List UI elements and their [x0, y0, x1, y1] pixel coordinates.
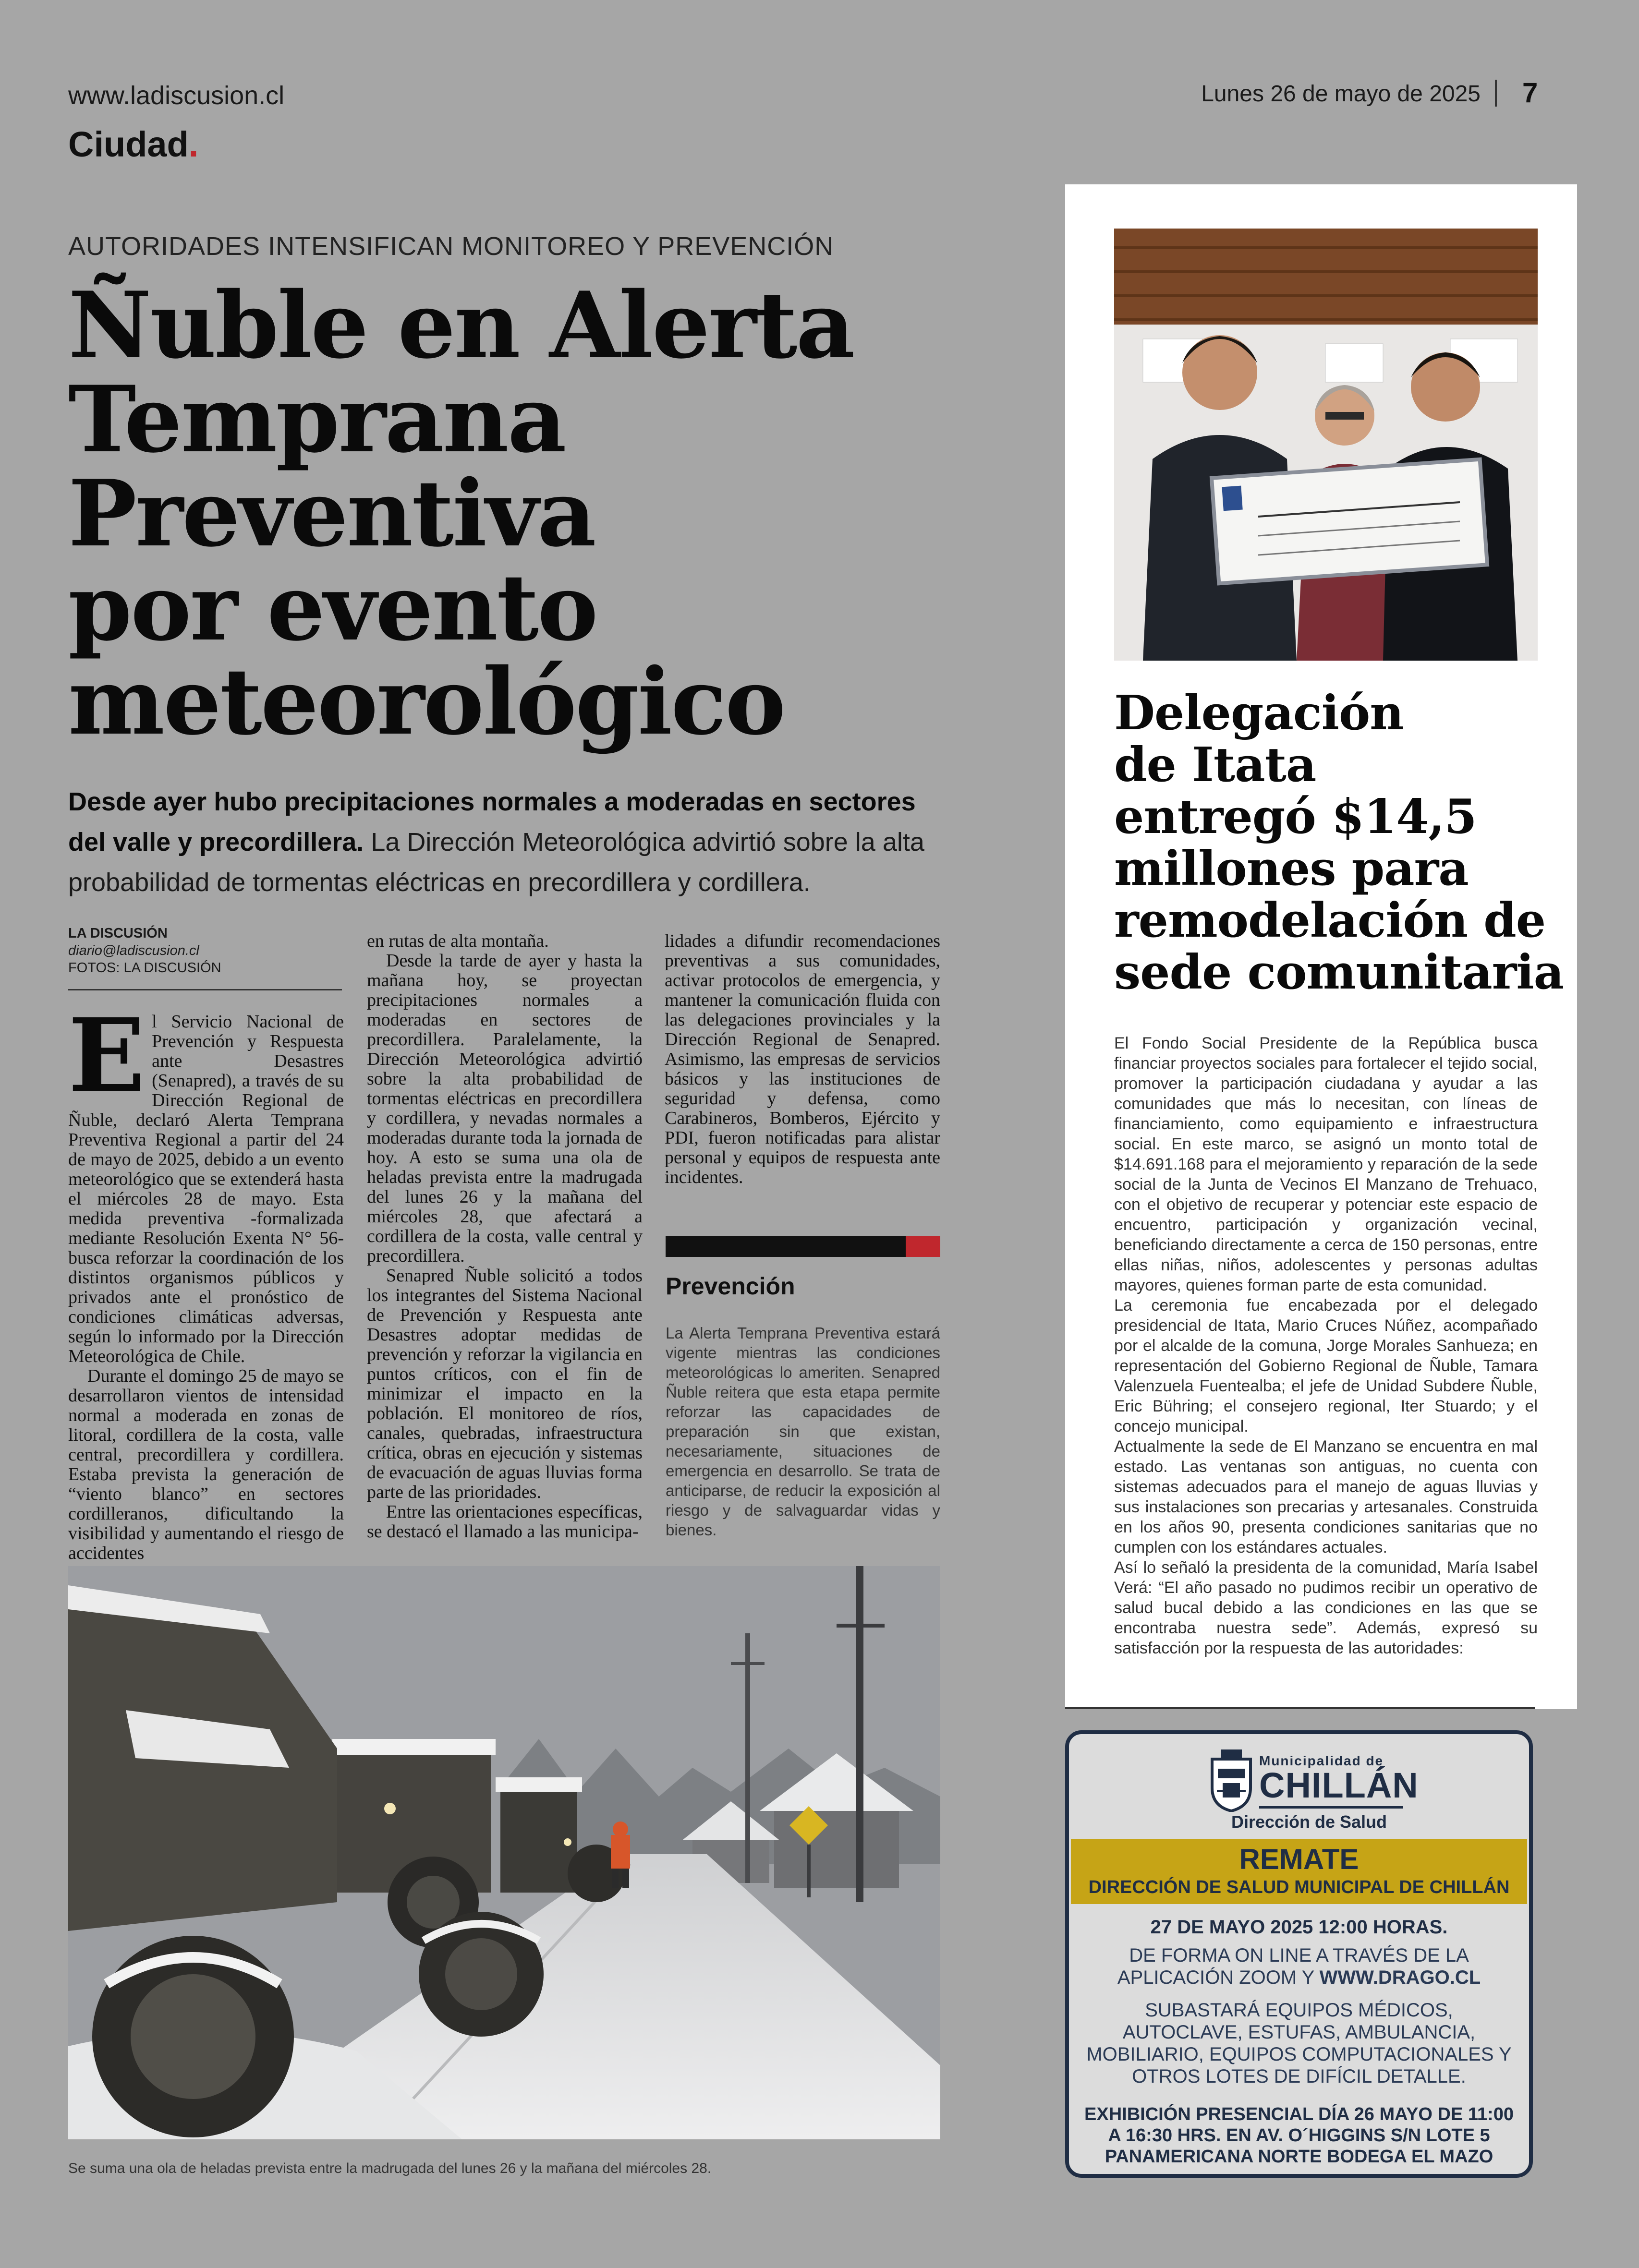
- headline-line: de Itata: [1114, 737, 1316, 793]
- paragraph: Senapred Ñuble solicitó a todos los integrantes del Sistema Nacional de Prevención y Respuesta ante Desastres adoptar medidas de prevención y reforzar la vigilancia en puntos críticos, con el fin de minimizar el impacto en la población. El monitoreo de ríos, canales, quebradas, infraestructura crítica, obras en ejecución y sistemas de evacuación de aguas lluvias forma parte de las prioridades.: [367, 1266, 643, 1502]
- paragraph: [68, 996, 344, 1366]
- headline-line: millones para: [1114, 841, 1469, 896]
- headline-line: sede comunitaria: [1114, 945, 1564, 1000]
- byline: [68, 925, 342, 977]
- ceremony-illustration: [1114, 229, 1538, 661]
- page-separator: [1495, 80, 1497, 107]
- photo-caption: Se suma una ola de heladas prevista entre la madrugada del lunes 26 y la mañana del miércoles 28.: [68, 2160, 712, 2176]
- ad-date: 27 DE MAYO 2025 12:00 HORAS.: [1150, 1917, 1448, 1938]
- auction-advertisement: [1065, 1730, 1533, 2178]
- side-story-rule: [1065, 1707, 1535, 1709]
- paragraph: lidades a difundir recomendaciones preventivas a sus comunidades, activar protocolos de emergencia, y mantener la comunicación fluida con las delegaciones provinciales y la Dirección Regional de Senapred. Asimismo, las empresas de servicios básicos y las instituciones de seguridad y defensa, como Carabineros, Bomberos, Ejército y PDI, fueron notificadas para alistar personal y equipos de respuesta ante incidentes.: [665, 931, 940, 1187]
- ad-department: Dirección de Salud: [1231, 1812, 1387, 1832]
- municipal-crest-icon: [1208, 1749, 1254, 1812]
- snowstorm-illustration: [68, 1566, 940, 2139]
- section-dot: .: [188, 124, 199, 164]
- sidebar-title: Prevención: [666, 1273, 795, 1300]
- headline-line: Temprana: [68, 366, 565, 473]
- article-lead: [68, 782, 947, 903]
- site-url[interactable]: www.ladiscusion.cl: [68, 81, 285, 110]
- byline-email[interactable]: diario@ladiscusion.cl: [68, 943, 199, 958]
- ad-online-text: DE FORMA ON LINE A TRAVÉS DE LA APLICACIÓN ZOOM Y: [1117, 1945, 1469, 1988]
- headline-line: Delegación: [1114, 686, 1404, 741]
- page-number: 7: [1522, 77, 1538, 109]
- ad-municipality: Municipalidad de: [1259, 1753, 1384, 1768]
- ad-title: REMATE: [1239, 1843, 1359, 1875]
- ad-online: [1088, 1944, 1510, 1989]
- section-name: [68, 124, 198, 165]
- ad-subtitle: DIRECCIÓN DE SALUD MUNICIPAL DE CHILLÁN: [1088, 1877, 1510, 1897]
- paragraph: El Fondo Social Presidente de la República busca financiar proyectos sociales para fortalecer el tejido social, promover la participación ciudadana y ayudar a las comunidades que más lo necesitan, con líneas de financiamiento, como equipamiento e infraestructura social. En este marco, se asignó un monto total de $14.691.168 para el mejoramiento y reparación de la sede social de la Junta de Vecinos El Manzano de Trehuaco, con el objetivo de recuperar y potenciar este espacio de encuentro, participación y organización vecinal, beneficiando directamente a cerca de 150 personas, entre ellas niñas, niños, adolescentes y personas adultas mayores, quienes forman parte de esta comunidad.: [1114, 1034, 1538, 1294]
- lead-bold: Desde ayer hubo precipitaciones normales a moderadas en sectores del valle y precordillera.: [68, 787, 916, 857]
- ad-city-underline: [1259, 1806, 1403, 1809]
- paragraph-text: l Servicio Nacional de Prevención y Respuesta ante Desastres (Senapred), a través de su Dirección Regional de Ñuble, declaró Alerta Temprana Preventiva Regional a partir del 24 de mayo de 2025, debido a un evento meteorológico que se extenderá hasta el miércoles 28 de mayo. Esta medida preventiva -formalizada mediante Resolución Exenta N° 56- busca reforzar la coordinación de los distintos organismos públicos y privados ante el pronóstico de condiciones climáticas adversas, según lo informado por la Dirección Meteorológica de Chile.: [68, 1012, 344, 1366]
- paragraph: Actualmente la sede de El Manzano se encuentra en mal estado. Las ventanas son antiguas, no cuenta con sistemas adecuados para el manejo de aguas lluvias y sus instalaciones son precarias y artesanales. Construida en los años 90, presenta condiciones sanitarias que no cumplen con los estándares actuales.: [1114, 1437, 1538, 1556]
- article-headline: [68, 272, 981, 755]
- article-kicker: AUTORIDADES INTENSIFICAN MONITOREO Y PREVENCIÓN: [68, 232, 834, 261]
- article-column-1: [68, 996, 344, 1563]
- byline-photos: FOTOS: LA DISCUSIÓN: [68, 960, 221, 976]
- ad-link[interactable]: WWW.DRAGO.CL: [1319, 1967, 1481, 1988]
- article-column-2: [367, 931, 643, 1542]
- sidebar-bar-accent: [906, 1236, 940, 1257]
- paragraph: en rutas de alta montaña.: [367, 931, 549, 951]
- paragraph: Así lo señaló la presidenta de la comunidad, María Isabel Verá: “El año pasado no pudimos recibir un operativo de salud bucal debido a las condiciones en las que se encontraba nuestra sede”. Además, expresó su satisfacción por la respuesta de las autoridades:: [1114, 1558, 1538, 1657]
- paragraph: Entre las orientaciones específicas, se destacó el llamado a las municipa-: [367, 1502, 643, 1542]
- ad-city: CHILLÁN: [1259, 1765, 1419, 1805]
- headline-line: entregó $14,5: [1114, 789, 1477, 844]
- lead-text: La Dirección Meteorológica advirtió sobre la alta probabilidad de tormentas eléctricas en precordillera y cordillera.: [68, 828, 924, 897]
- article-column-3: [665, 931, 940, 1187]
- headline-line: por evento: [68, 554, 597, 661]
- headline-line: meteorológico: [68, 648, 785, 755]
- side-story-text: [1114, 1033, 1538, 1658]
- paragraph: Desde la tarde de ayer y hasta la mañana hoy, se proyectan precipitaciones normales a moderadas en sectores de precordillera. Paralelamente, la Dirección Meteorológica advirtió sobre la alta probabilidad de tormentas eléctricas en precordillera y cordillera, y nevadas normales a moderadas durante toda la jornada de hoy. A esto se suma una ola de heladas prevista entre la madrugada del lunes 26 y la mañana del miércoles 28, que afectará a cordillera de la costa, valle central y precordillera.: [367, 951, 643, 1266]
- ceremony-photo: [1114, 229, 1538, 661]
- byline-rule: [68, 989, 342, 990]
- paragraph: La ceremonia fue encabezada por el delegado presidencial de Itata, Mario Cruces Núñez, acompañado por el alcalde de la comuna, Jorge Morales Sanhueza; en representación del Gobierno Regional de Ñuble, Tamara Valenzuela Fuentealba; el jefe de Unidad Subdere Ñuble, Eric Bühring; el consejero regional, Iter Stuardo; y el concejo municipal.: [1114, 1296, 1538, 1436]
- ad-exhibition: EXHIBICIÓN PRESENCIAL DÍA 26 MAYO DE 11:00 A 16:30 HRS. EN AV. O´HIGGINS S/N LOTE 5 PANAMERICANA NORTE BODEGA EL MAZO: [1084, 2104, 1514, 2167]
- issue-date: Lunes 26 de mayo de 2025: [1201, 81, 1481, 107]
- sidebar-text: La Alerta Temprana Preventiva estará vigente mientras las condiciones meteorológicas lo ameriten. Senapred Ñuble reitera que esta etapa permite reforzar las capacidades de preparación sin que existan, necesariamente, situaciones de emergencia en desarrollo. Se trata de anticiparse, de reducir la exposición al riesgo y de salvaguardar vidas y bienes.: [666, 1324, 940, 1539]
- snowstorm-photo: [68, 1566, 940, 2139]
- ad-items: SUBASTARÁ EQUIPOS MÉDICOS, AUTOCLAVE, ESTUFAS, AMBULANCIA, MOBILIARIO, EQUIPOS COMPUTACIONALES Y OTROS LOTES DE DIFÍCIL DETALLE.: [1086, 2000, 1512, 2087]
- headline-line: remodelación de: [1114, 893, 1546, 948]
- headline-line: Preventiva: [68, 460, 595, 567]
- sidebar-bar: [666, 1236, 906, 1257]
- drop-cap: E: [68, 996, 146, 1115]
- paragraph: Durante el domingo 25 de mayo se desarrollaron vientos de intensidad normal a moderada en zonas de litoral, cordillera de la costa, valle central, precordillera y cordillera. Estaba prevista la generación de “viento blanco” en sectores cordilleranos, dificultando la visibilidad y aumentando el riesgo de accidentes: [68, 1366, 344, 1563]
- side-story-headline: [1114, 686, 1564, 1000]
- section-label: Ciudad: [68, 124, 189, 164]
- byline-name: LA DISCUSIÓN: [68, 926, 168, 941]
- headline-line: Ñuble en Alerta: [68, 272, 854, 379]
